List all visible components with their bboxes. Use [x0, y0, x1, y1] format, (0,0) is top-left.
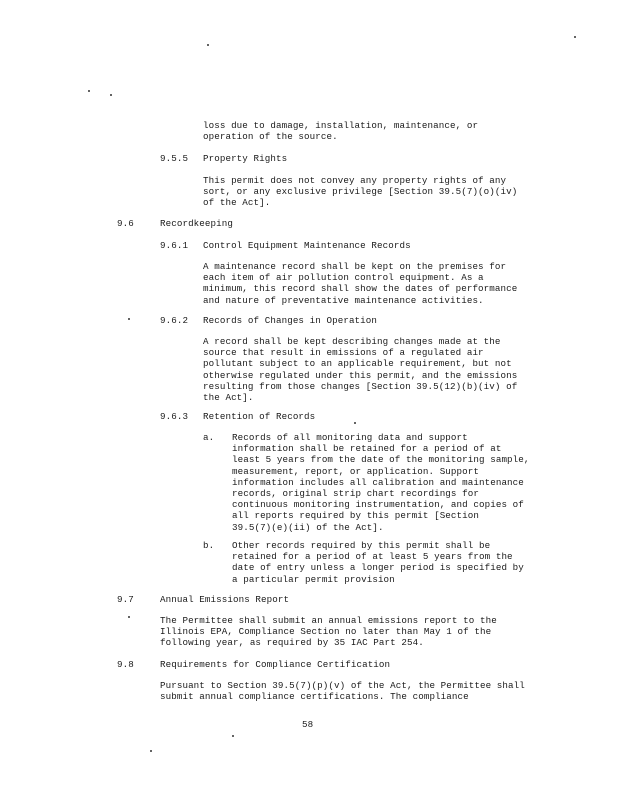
section-title-recordkeeping: Recordkeeping: [160, 218, 233, 229]
scan-speck: [232, 735, 234, 737]
section-number-9-6-2: 9.6.2: [160, 315, 189, 326]
section-number-9-6: 9.6: [117, 218, 134, 229]
section-body-compliance-certification: Pursuant to Section 39.5(7)(p)(v) of the Act, the Permittee shall submit annual compliance certifications. The compliance: [160, 680, 525, 703]
section-number-9-6-1: 9.6.1: [160, 240, 189, 251]
continuation-paragraph: loss due to damage, installation, maintenance, or operation of the source.: [203, 120, 479, 143]
list-item-label-a: a.: [203, 432, 215, 443]
section-body-annual-emissions-report: The Permittee shall submit an annual emissions report to the Illinois EPA, Compliance Section no later than May 1 of the following year, as required by 35 IAC Part 254.: [160, 615, 497, 649]
section-number-9-6-3: 9.6.3: [160, 411, 189, 422]
section-body-property-rights: This permit does not convey any property rights of any sort, or any exclusive privilege [Section 39.5(7)(o)(iv) of the Act].: [203, 175, 518, 209]
page-number: 58: [302, 719, 314, 730]
scan-speck: [354, 422, 356, 424]
section-title-compliance-certification: Requirements for Compliance Certification: [160, 659, 391, 670]
section-body-records-of-changes: A record shall be kept describing changes made at the source that result in emissions of a regulated air pollutant subject to an applicable requirement, but not otherwise regulated under this permit, and the emissions resulting from those changes [Section 39.5(12)(b)(iv) of the Act].: [203, 336, 518, 404]
list-item-label-b: b.: [203, 540, 215, 551]
section-title-annual-emissions-report: Annual Emissions Report: [160, 594, 290, 605]
section-number-9-5-5: 9.5.5: [160, 153, 189, 164]
section-title-control-equipment: Control Equipment Maintenance Records: [203, 240, 411, 251]
section-title-retention-of-records: Retention of Records: [203, 411, 316, 422]
section-body-control-equipment: A maintenance record shall be kept on the premises for each item of air pollution control equipment. As a minimum, this record shall show the dates of performance and nature of preventative maintenance activities.: [203, 261, 518, 306]
scan-speck: [150, 750, 152, 752]
section-title-records-of-changes: Records of Changes in Operation: [203, 315, 378, 326]
section-number-9-7: 9.7: [117, 594, 134, 605]
scan-speck: [128, 318, 130, 320]
scan-speck: [88, 90, 90, 92]
list-item-a: Records of all monitoring data and support information shall be retained for a period of at least 5 years from the date of the monitoring sample, measurement, report, or application. Support information includes all calibration and maintenance records, original strip chart recordings for continuous monitoring instrumentation, and copies of all reports required by this permit [Section 39.5(7)(e)(ii) of the Act].: [232, 432, 530, 533]
section-number-9-8: 9.8: [117, 659, 134, 670]
scan-speck: [128, 616, 130, 618]
scan-speck: [207, 44, 209, 46]
section-title-property-rights: Property Rights: [203, 153, 288, 164]
scan-speck: [574, 36, 576, 38]
scan-speck: [110, 94, 112, 96]
list-item-b: Other records required by this permit shall be retained for a period of at least 5 years from the date of entry unless a longer period is specified by a particular permit provision: [232, 540, 524, 585]
